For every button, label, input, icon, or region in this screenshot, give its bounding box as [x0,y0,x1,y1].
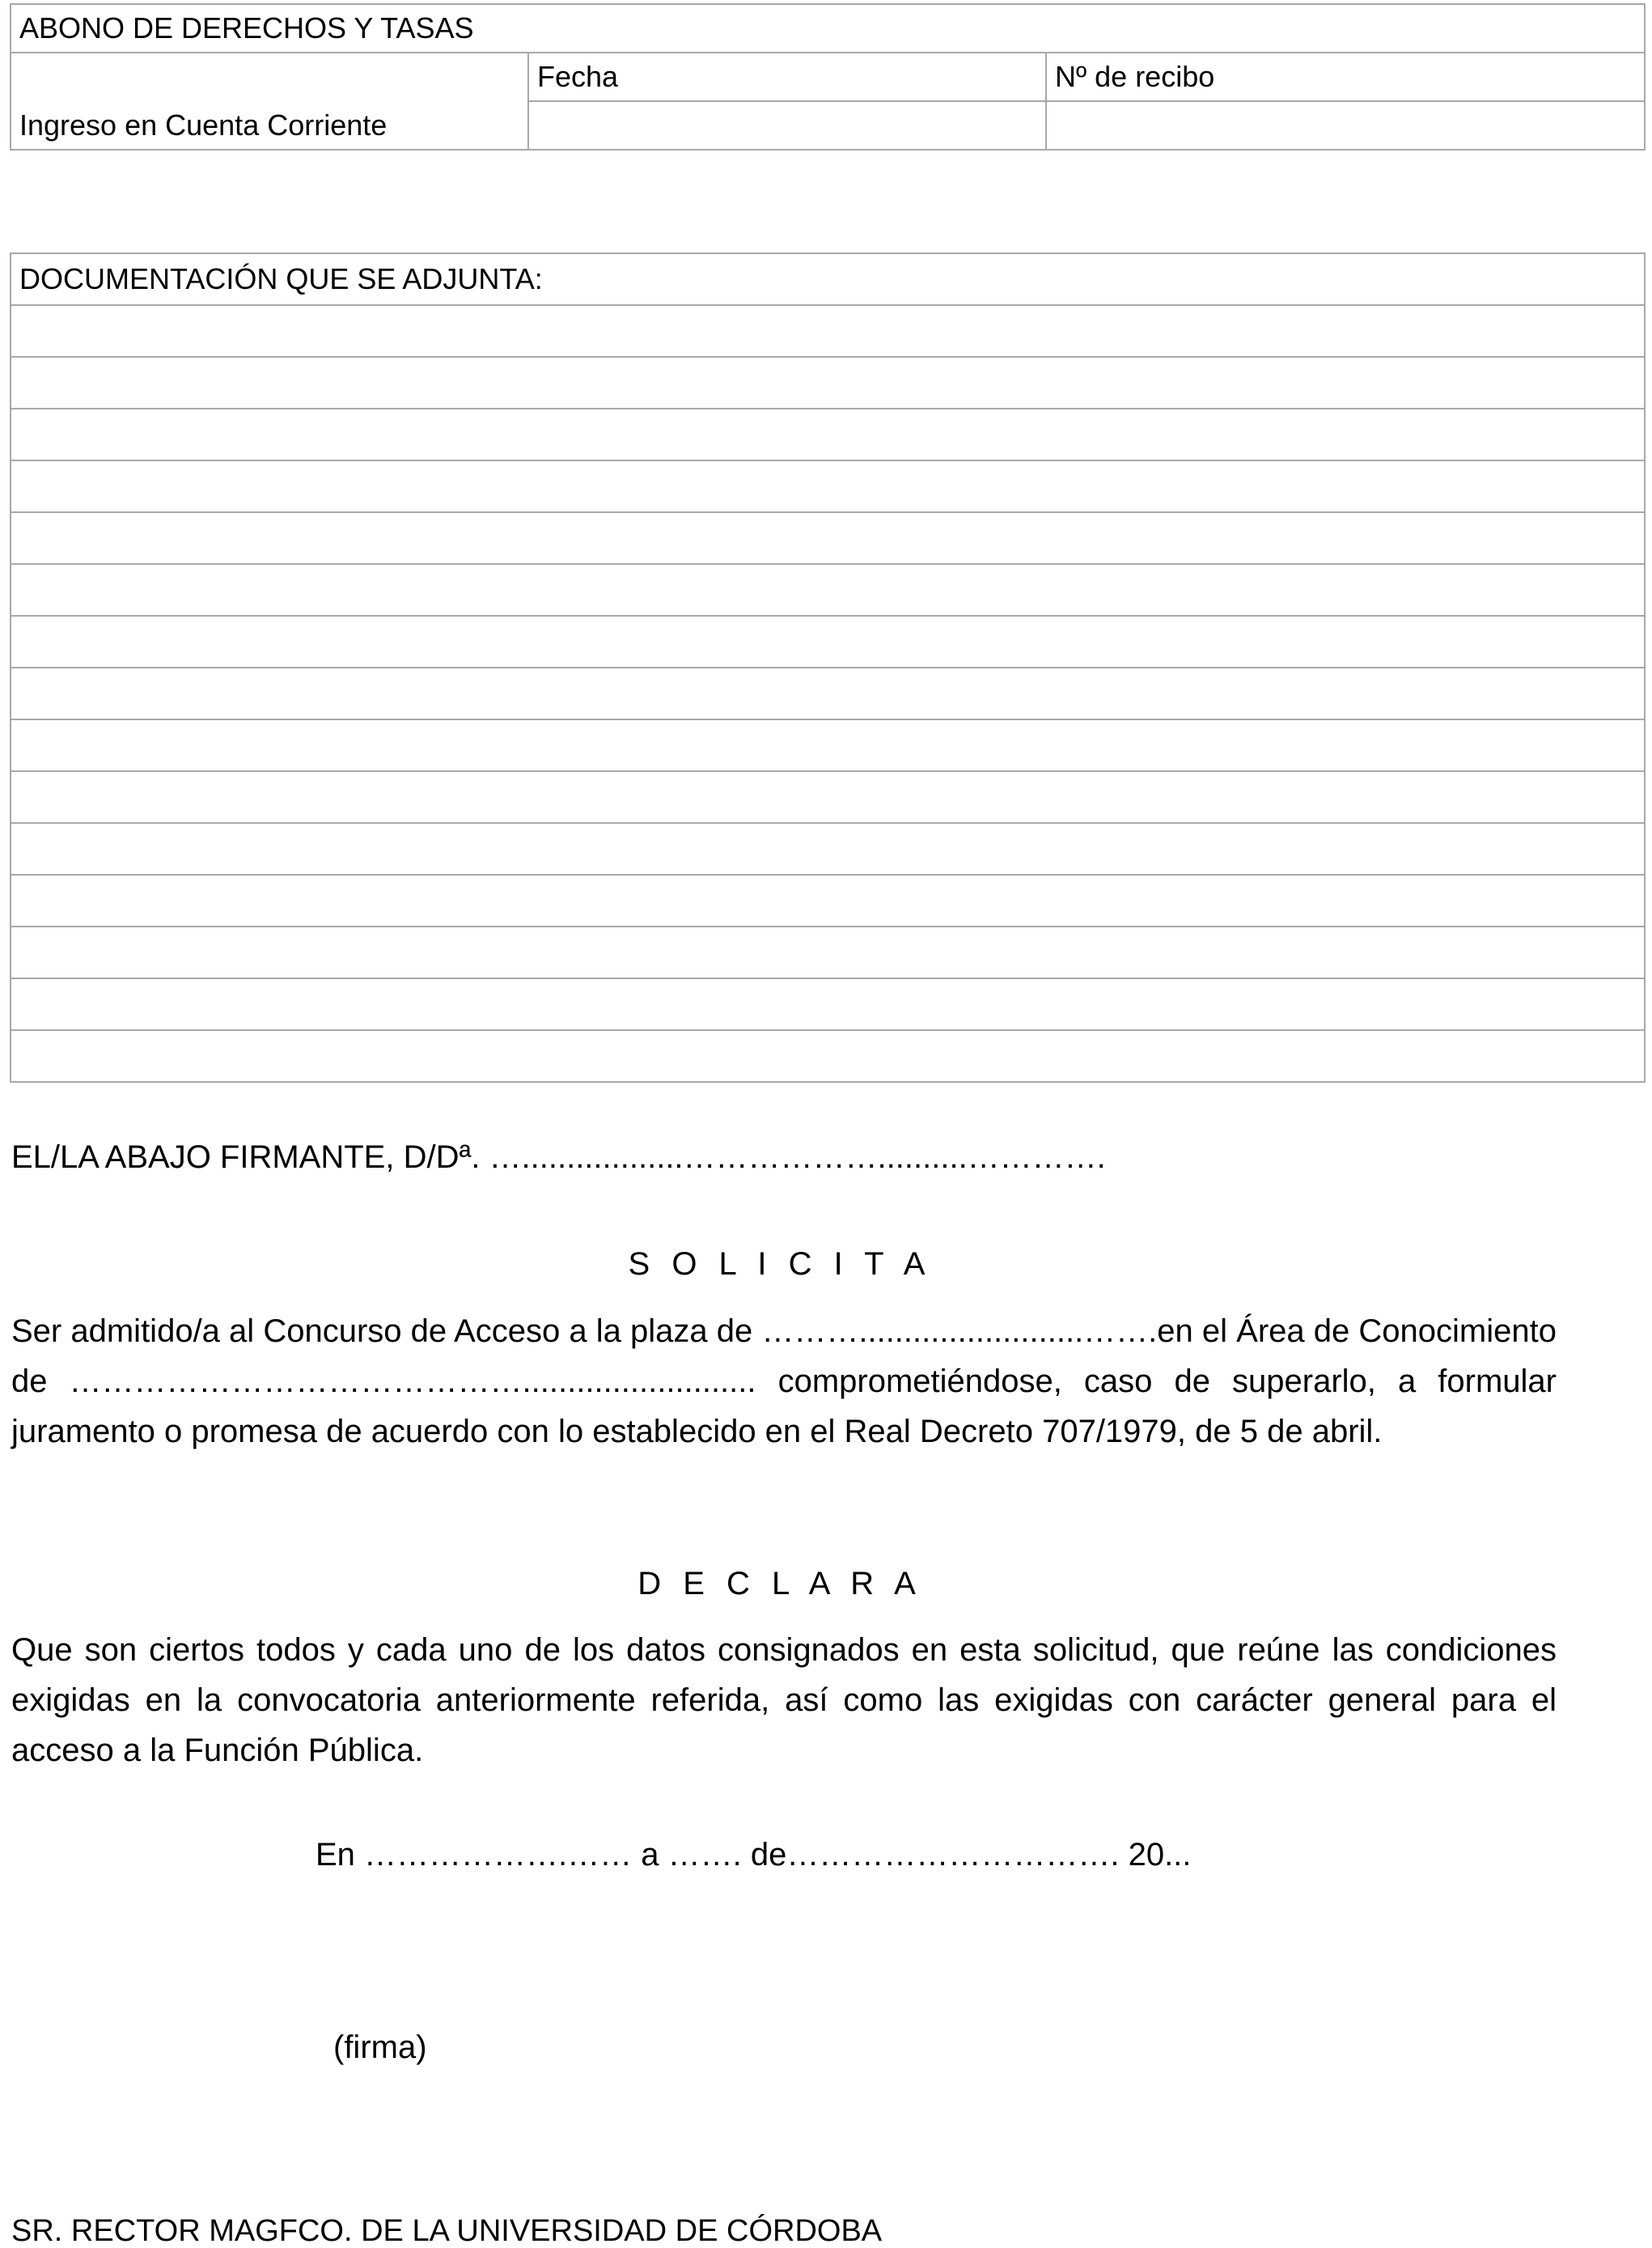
documentation-entry[interactable] [11,460,1645,512]
documentation-row [11,409,1645,460]
documentation-row [11,564,1645,616]
documentation-row [11,460,1645,512]
signatory-line: EL/LA ABAJO FIRMANTE, D/Dª. …..................………………..........…………. [11,1139,1106,1175]
fees-header-row [11,53,1645,101]
documentation-entry[interactable] [11,357,1645,409]
documentation-entry[interactable] [11,771,1645,823]
documentation-row [11,668,1645,719]
documentation-row [11,616,1645,668]
documentation-row [11,512,1645,564]
documentation-row [11,305,1645,357]
documentation-entry[interactable] [11,512,1645,564]
date-field[interactable] [528,101,1046,150]
place-date-line: En ……………….…… a ……. de…………………………. 20... [316,1837,1192,1873]
receipt-number-field[interactable] [1046,101,1645,150]
request-heading: S O L I C I T A [628,1246,932,1282]
documentation-row [11,927,1645,978]
documentation-entry[interactable] [11,927,1645,978]
fees-title-row [11,4,1645,53]
documentation-entry[interactable] [11,1030,1645,1082]
documentation-row [11,771,1645,823]
request-text: Ser admitido/a al Concurso de Acceso a la plaza de ……….........................…….en el Área de Conocimiento de …………………………………….......................... comprometiéndose, caso de superarlo, a formular juramento o promesa de acuerdo con lo establecido en el Real Decreto 707/1979, de 5 de abril. [11,1313,1557,1449]
payment-method-cell [11,53,528,150]
declaration-heading: D E C L A R A [638,1566,922,1601]
documentation-title: DOCUMENTACIÓN QUE SE ADJUNTA: [11,253,1645,305]
documentation-row [11,875,1645,927]
documentation-entry[interactable] [11,719,1645,771]
documentation-entry[interactable] [11,616,1645,668]
addressee: SR. RECTOR MAGFCO. DE LA UNIVERSIDAD DE CÓRDOBA [11,2214,883,2248]
receipt-number-label: Nº de recibo [1046,53,1645,101]
documentation-entry[interactable] [11,823,1645,875]
documentation-table [10,252,1646,1083]
documentation-entry[interactable] [11,668,1645,719]
documentation-row [11,357,1645,409]
documentation-entry[interactable] [11,305,1645,357]
payment-method-label: Ingreso en Cuenta Corriente [19,108,388,142]
declaration-text: Que son ciertos todos y cada uno de los datos consignados en esta solicitud, que reúne las condiciones exigidas en la convocatoria anteriormente referida, así como las exigidas con carácter general para el acceso a la Función Pública. [11,1632,1557,1768]
documentation-row [11,823,1645,875]
documentation-entry[interactable] [11,875,1645,927]
documentation-entry[interactable] [11,564,1645,616]
signature-label: (firma) [333,2030,427,2065]
fees-table [10,3,1646,151]
documentation-title-row [11,253,1645,305]
date-label: Fecha [528,53,1046,101]
documentation-row [11,978,1645,1030]
documentation-entry[interactable] [11,409,1645,460]
documentation-row [11,1030,1645,1082]
documentation-row [11,719,1645,771]
documentation-entry[interactable] [11,978,1645,1030]
fees-title: ABONO DE DERECHOS Y TASAS [11,4,1645,53]
